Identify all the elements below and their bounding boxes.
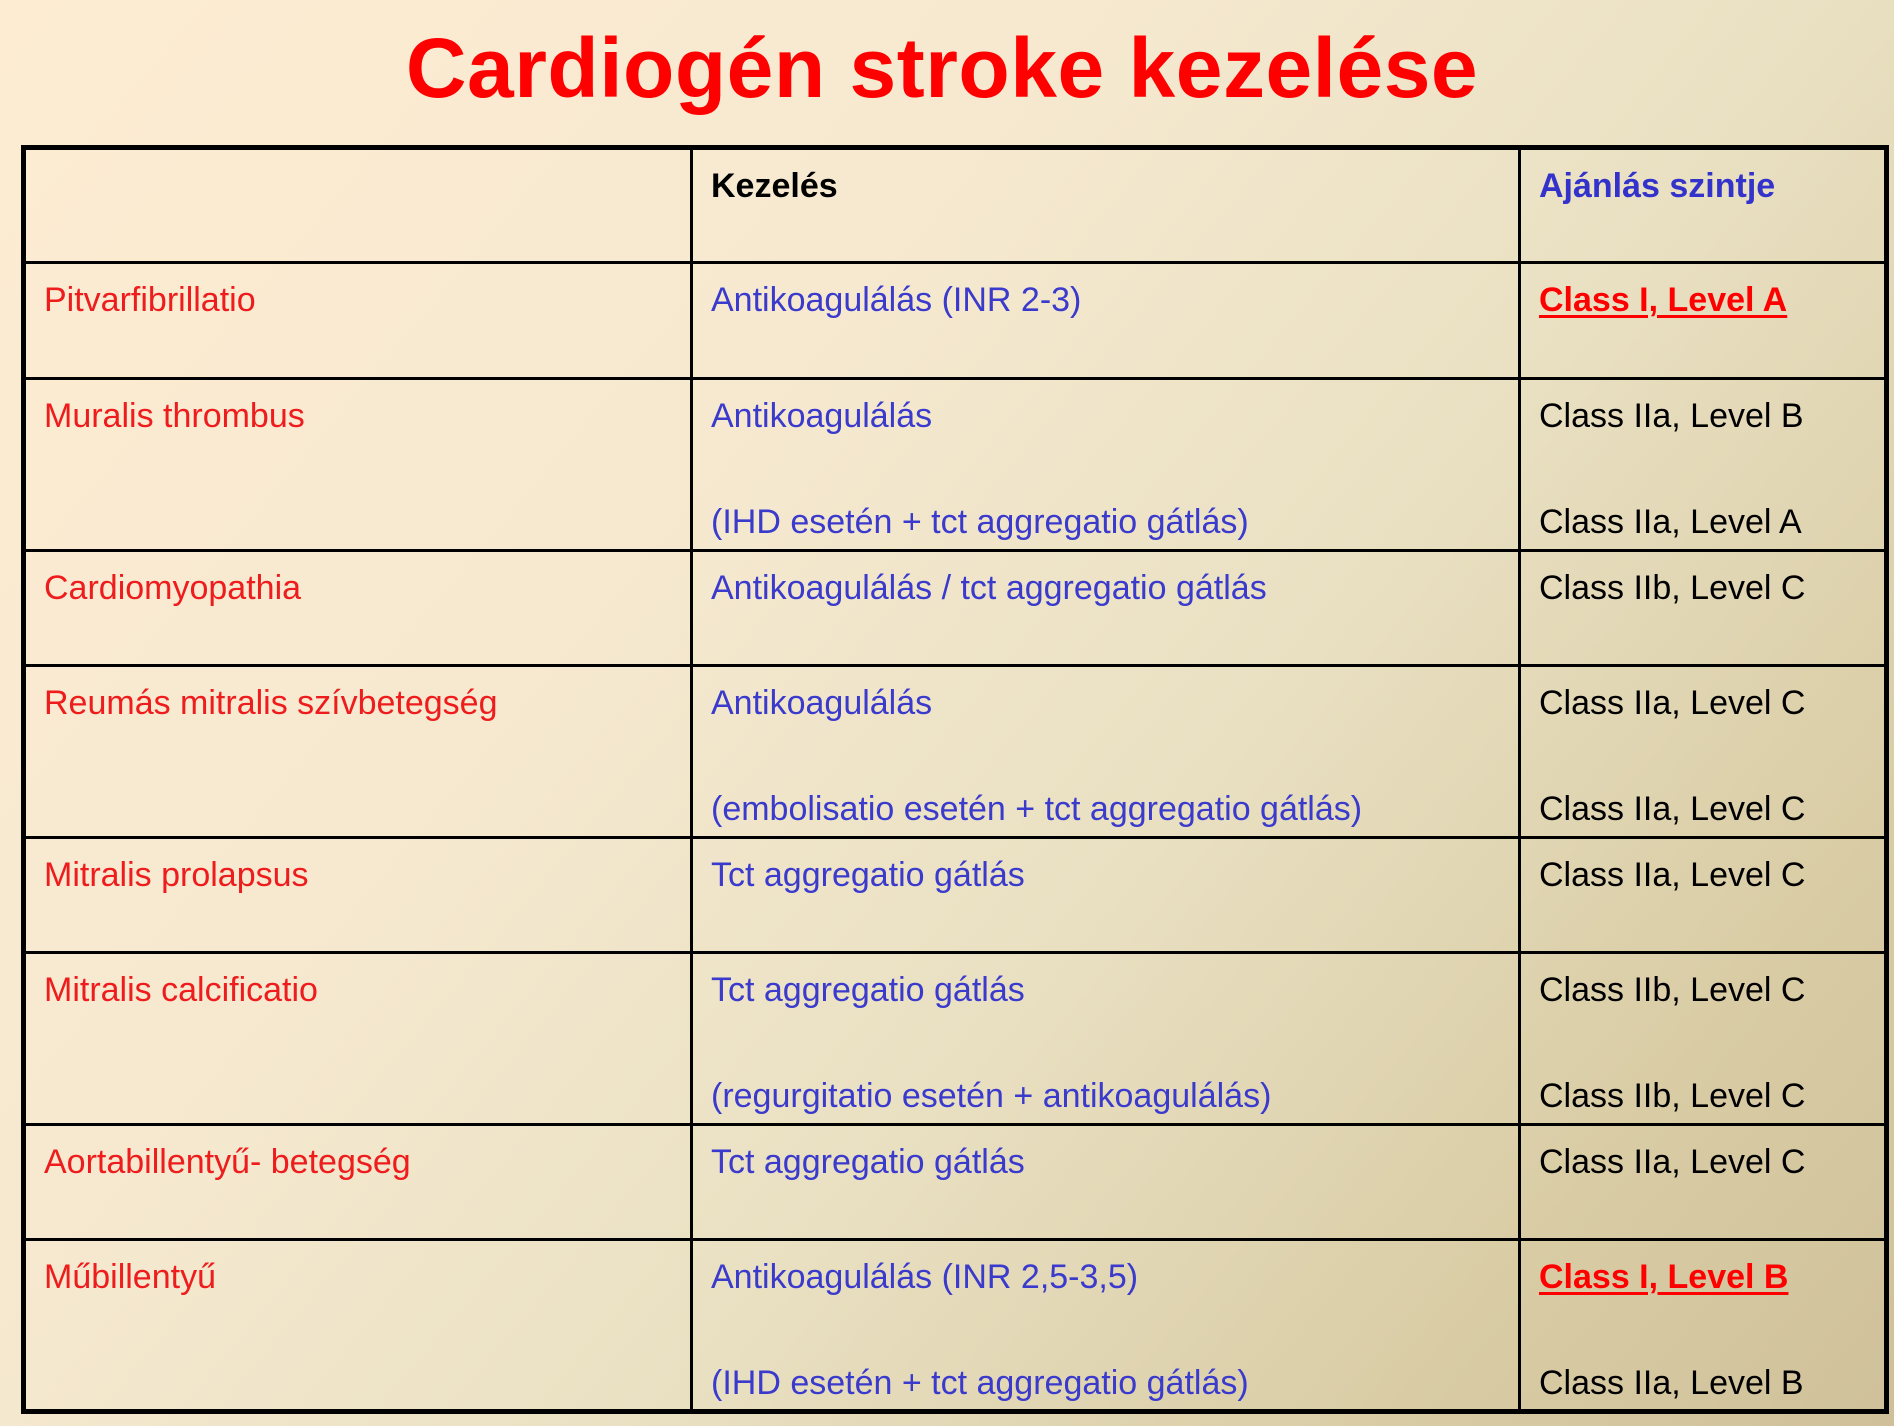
table-header-row bbox=[24, 148, 1887, 263]
header-cell-level: Ajánlás szintje bbox=[1520, 148, 1887, 263]
table-row bbox=[24, 666, 1887, 838]
level-line-secondary: Class IIa, Level C bbox=[1539, 790, 1806, 829]
level-line: Class IIb, Level C bbox=[1539, 568, 1806, 607]
page-title: Cardiogén stroke kezelése bbox=[405, 21, 1479, 115]
condition-cell: Reumás mitralis szívbetegség bbox=[24, 666, 692, 838]
level-line: Class IIb, Level C bbox=[1539, 971, 1806, 1010]
table-row bbox=[24, 550, 1887, 665]
condition-cell: Muralis thrombus bbox=[24, 378, 692, 550]
treatment-cell bbox=[692, 837, 1520, 952]
treatment-line-secondary: (IHD esetén + tct aggregatio gátlás) bbox=[711, 502, 1249, 541]
level-cell bbox=[1520, 263, 1887, 378]
level-cell bbox=[1520, 837, 1887, 952]
treatment-line: Tct aggregatio gátlás bbox=[711, 971, 1025, 1010]
level-line: Class IIa, Level C bbox=[1539, 684, 1806, 723]
level-cell bbox=[1520, 1240, 1887, 1412]
treatment-line: Antikoagulálás (INR 2,5-3,5) bbox=[711, 1258, 1139, 1297]
condition-cell: Pitvarfibrillatio bbox=[24, 263, 692, 378]
treatment-line: Tct aggregatio gátlás bbox=[711, 855, 1025, 894]
header-cell-treatment: Kezelés bbox=[692, 148, 1520, 263]
level-cell bbox=[1520, 666, 1887, 838]
treatment-line-secondary: (embolisatio esetén + tct aggregatio gátlás) bbox=[711, 790, 1363, 829]
level-line-emphasized: Class I, Level A bbox=[1539, 281, 1788, 320]
treatment-cell bbox=[692, 1240, 1520, 1412]
treatment-line-secondary: (IHD esetén + tct aggregatio gátlás) bbox=[711, 1364, 1249, 1403]
table-row bbox=[24, 837, 1887, 952]
table-row bbox=[24, 378, 1887, 550]
level-cell bbox=[1520, 1124, 1887, 1239]
treatment-line-secondary: (regurgitatio esetén + antikoagulálás) bbox=[711, 1077, 1272, 1116]
level-line-secondary: Class IIa, Level A bbox=[1539, 502, 1802, 541]
condition-cell: Mitralis prolapsus bbox=[24, 837, 692, 952]
condition-cell: Műbillentyű bbox=[24, 1240, 692, 1412]
treatment-table bbox=[21, 145, 1889, 1414]
table-row bbox=[24, 953, 1887, 1125]
treatment-line: Antikoagulálás bbox=[711, 396, 933, 435]
treatment-cell bbox=[692, 1124, 1520, 1239]
level-line: Class IIa, Level B bbox=[1539, 396, 1804, 435]
table-row bbox=[24, 1240, 1887, 1412]
treatment-line: Tct aggregatio gátlás bbox=[711, 1142, 1025, 1181]
condition-cell: Mitralis calcificatio bbox=[24, 953, 692, 1125]
header-cell-condition bbox=[24, 148, 692, 263]
table-row bbox=[24, 1124, 1887, 1239]
level-cell bbox=[1520, 550, 1887, 665]
level-cell bbox=[1520, 378, 1887, 550]
level-line-secondary: Class IIa, Level B bbox=[1539, 1364, 1804, 1403]
treatment-line: Antikoagulálás bbox=[711, 684, 933, 723]
level-line: Class IIa, Level C bbox=[1539, 855, 1806, 894]
treatment-cell bbox=[692, 378, 1520, 550]
level-line: Class IIa, Level C bbox=[1539, 1142, 1806, 1181]
condition-cell: Cardiomyopathia bbox=[24, 550, 692, 665]
treatment-cell bbox=[692, 953, 1520, 1125]
level-line-emphasized: Class I, Level B bbox=[1539, 1258, 1789, 1297]
level-line-secondary: Class IIb, Level C bbox=[1539, 1077, 1806, 1116]
treatment-line: Antikoagulálás (INR 2-3) bbox=[711, 281, 1082, 320]
table-row bbox=[24, 263, 1887, 378]
treatment-line: Antikoagulálás / tct aggregatio gátlás bbox=[711, 568, 1267, 607]
treatment-cell bbox=[692, 263, 1520, 378]
condition-cell: Aortabillentyű- betegség bbox=[24, 1124, 692, 1239]
treatment-cell bbox=[692, 550, 1520, 665]
level-cell bbox=[1520, 953, 1887, 1125]
treatment-cell bbox=[692, 666, 1520, 838]
